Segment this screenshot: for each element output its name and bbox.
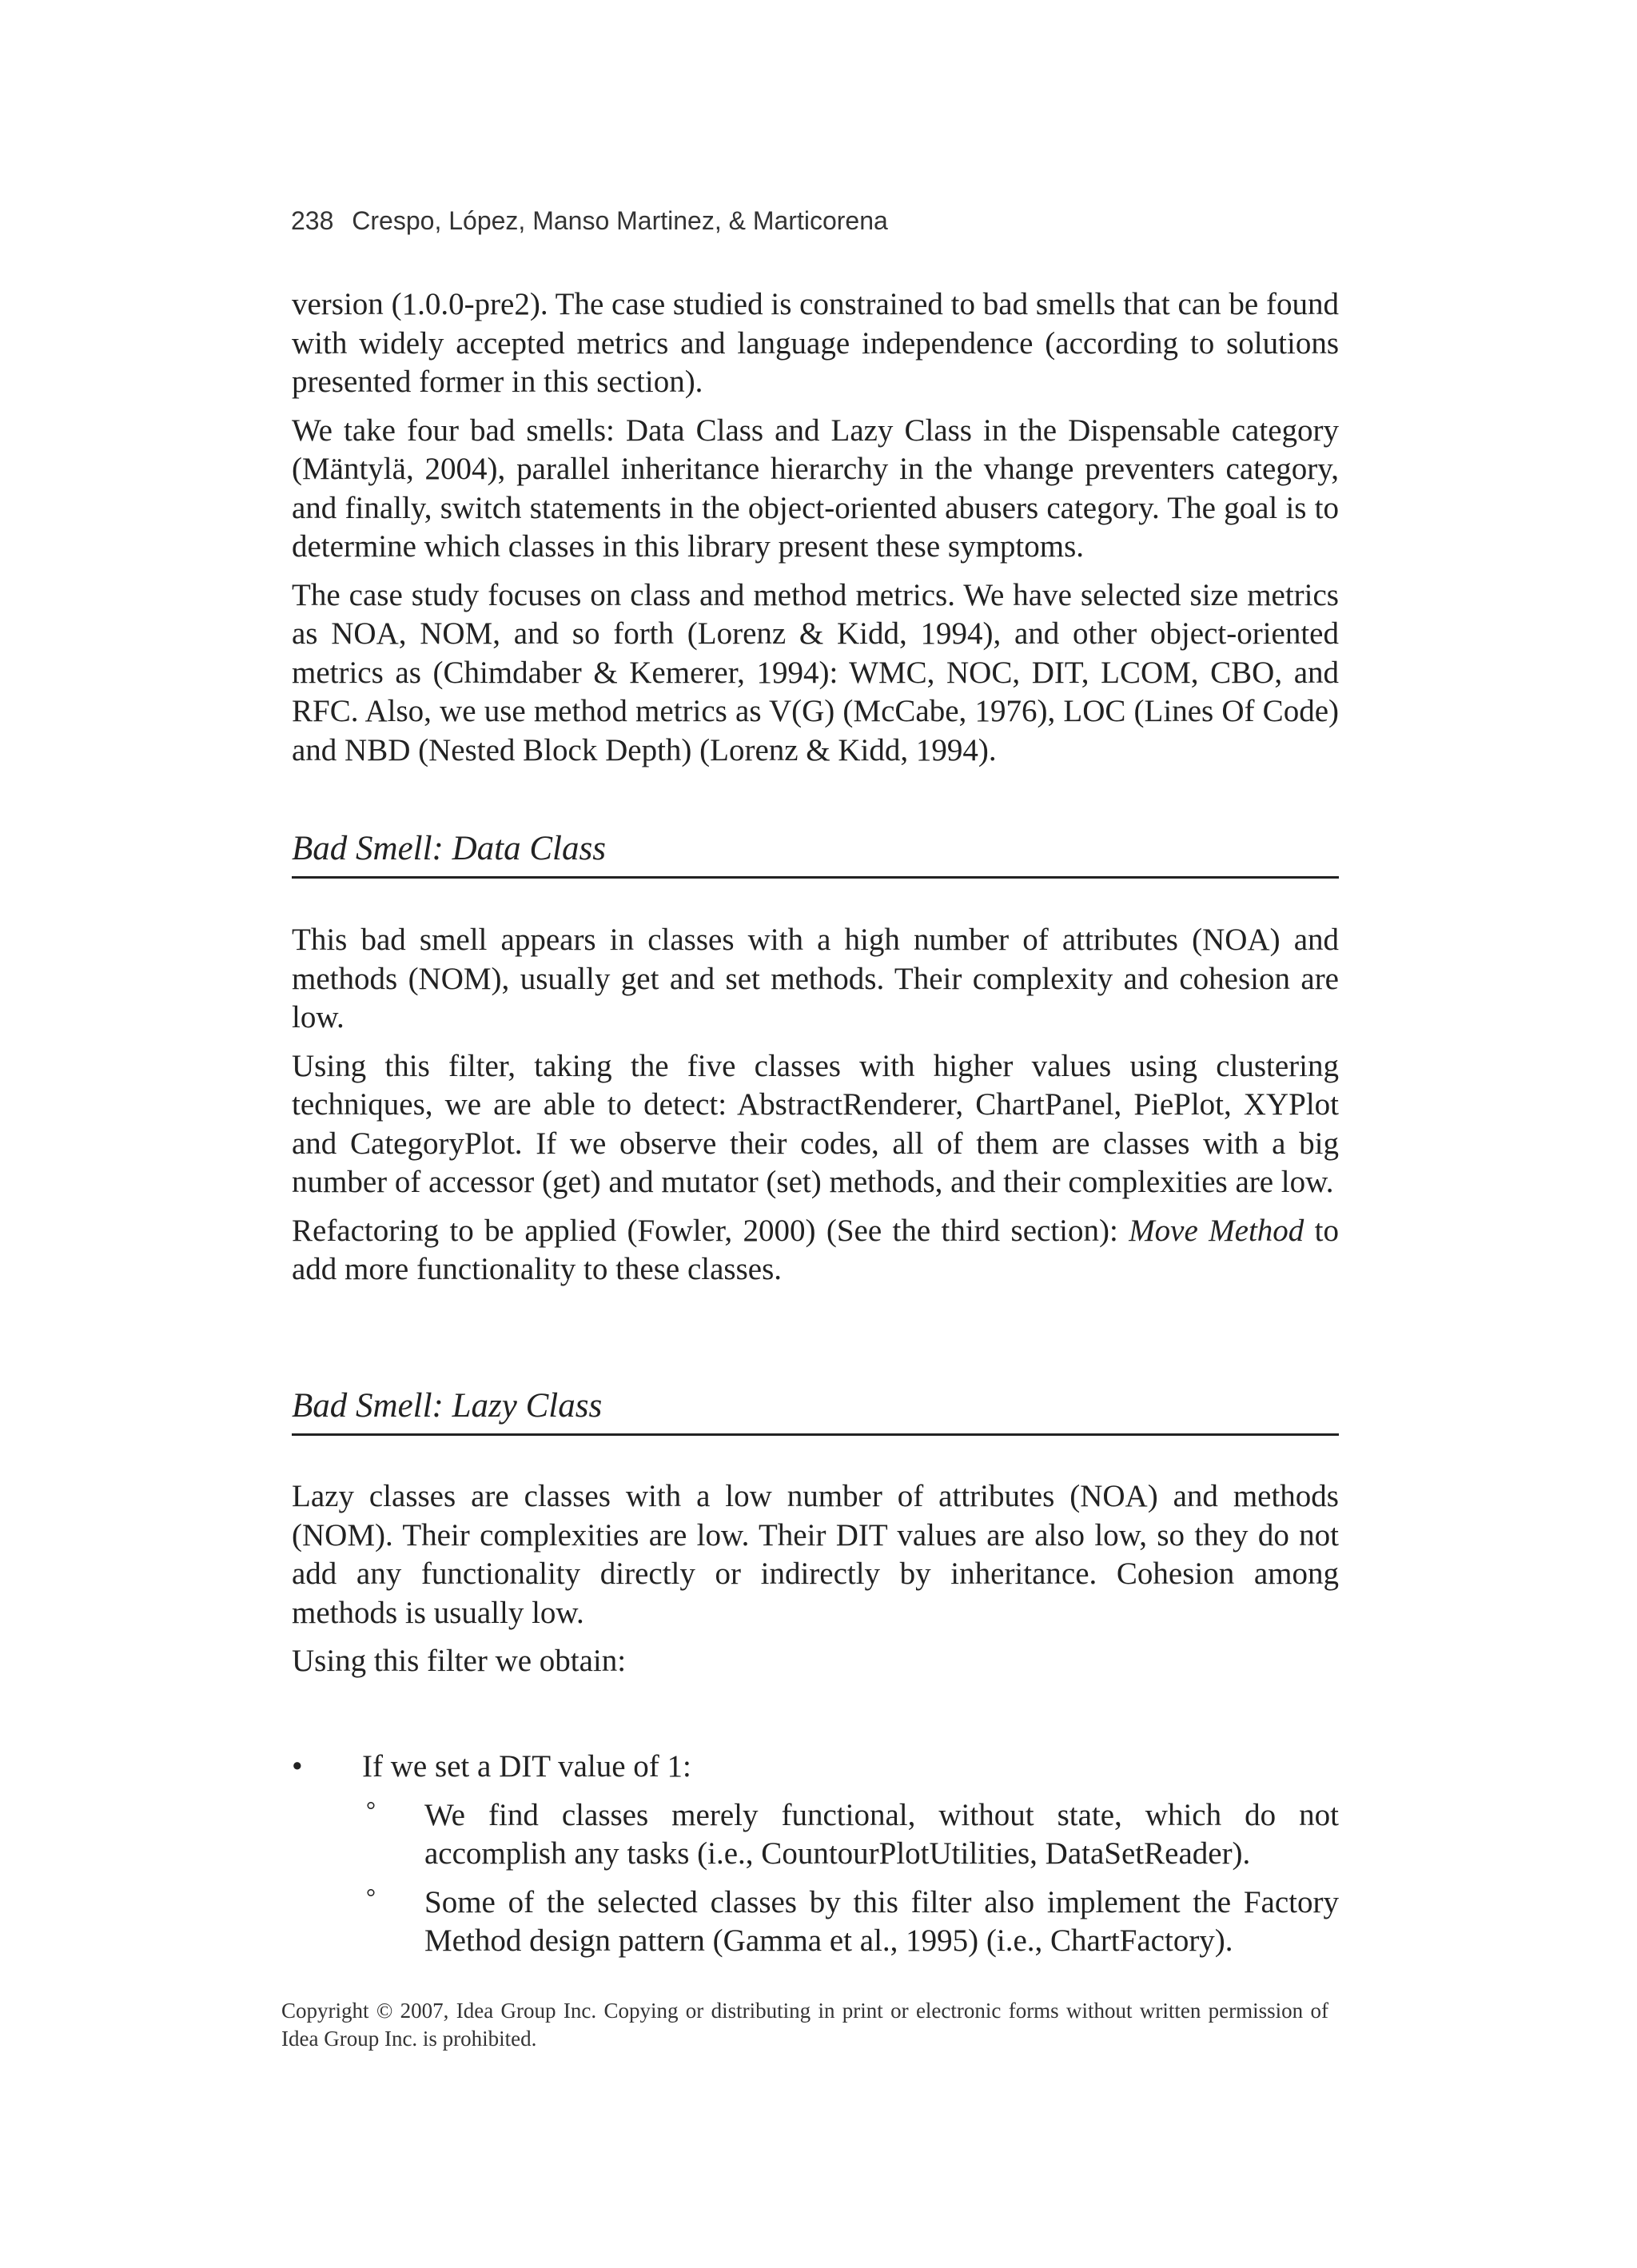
intro-paragraph-1: version (1.0.0-pre2). The case studied is constrained to bad smells that can be found with widely accepted metrics and language independence (according to solutions presented former in this section).	[292, 287, 1339, 399]
data-class-paragraph-1: This bad smell appears in classes with a high number of attributes (NOA) and methods (NOM), usually get and set methods. Their complexity and cohesion are low.	[292, 923, 1339, 1034]
lazy-class-paragraph-1: Lazy classes are classes with a low number of attributes (NOA) and methods (NOM). Their complexities are low. Their DIT values are also low, so they do not add any functionality directly or indirectly by inheritance. Cohesion among methods is usually low.	[292, 1479, 1339, 1630]
intro-section	[292, 285, 1339, 779]
intro-paragraph-3: The case study focuses on class and method metrics. We have selected size metrics as NOA, NOM, and so forth (Lorenz & Kidd, 1994), and other object-oriented metrics as (Chimdaber & Kemerer, 1994): WMC, NOC, DIT, LCOM, CBO, and RFC. Also, we use method metrics as V(G) (McCabe, 1976), LOC (Lines Of Code) and NBD (Nested Block Depth) (Lorenz & Kidd, 1994).	[292, 577, 1339, 767]
list-item	[292, 1883, 1339, 1961]
lazy-class-paragraph-2: Using this filter we obtain:	[292, 1644, 627, 1678]
sub-bullet-marker: °	[366, 1796, 376, 1824]
running-head	[291, 206, 888, 236]
running-head-authors: Crespo, López, Manso Martinez, & Marticorena	[352, 206, 888, 235]
data-class-paragraph-3	[292, 1212, 1339, 1289]
bullet-list	[292, 1748, 1339, 1961]
list-item	[292, 1796, 1339, 1874]
sub-bullet-text-1: We find classes merely functional, without state, which do not accomplish any tasks (i.e., CountourPlotUtilities, DataSetReader).	[424, 1797, 1339, 1871]
refactoring-lead: Refactoring to be applied (Fowler, 2000) (See the third section):	[292, 1213, 1129, 1248]
heading-data-class: Bad Smell: Data Class	[292, 828, 1339, 879]
bullet-text: If we set a DIT value of 1:	[362, 1749, 691, 1784]
refactoring-tail: to add more functionality to these classes.	[292, 1213, 1339, 1286]
page-number: 238	[291, 206, 334, 235]
lazy-class-section	[292, 1477, 1339, 1691]
heading-lazy-class: Bad Smell: Lazy Class	[292, 1385, 1339, 1436]
data-class-section	[292, 921, 1339, 1299]
list-item	[292, 1748, 1339, 1787]
sub-bullet-marker: °	[366, 1883, 376, 1911]
sub-bullet-text-2: Some of the selected classes by this filter also implement the Factory Method design pattern (Gamma et al., 1995) (i.e., ChartFactory).	[424, 1884, 1339, 1958]
bullet-marker: •	[292, 1749, 303, 1784]
intro-paragraph-2: We take four bad smells: Data Class and Lazy Class in the Dispensable category (Mäntylä, 2004), parallel inheritance hierarchy in the vhange preventers category, and finally, switch statements in the object-oriented abusers category. The goal is to determine which classes in this library present these symptoms.	[292, 413, 1339, 564]
move-method-term: Move Method	[1129, 1213, 1304, 1248]
copyright-notice: Copyright © 2007, Idea Group Inc. Copying or distributing in print or electronic forms without written permission of Idea Group Inc. is prohibited.	[281, 1999, 1328, 2051]
data-class-paragraph-2: Using this filter, taking the five classes with higher values using clustering techniques, we are able to detect: AbstractRenderer, ChartPanel, PiePlot, XYPlot and CategoryPlot. If we observe their codes, all of them are classes with a big number of accessor (get) and mutator (set) methods, and their complexities are low.	[292, 1048, 1339, 1199]
